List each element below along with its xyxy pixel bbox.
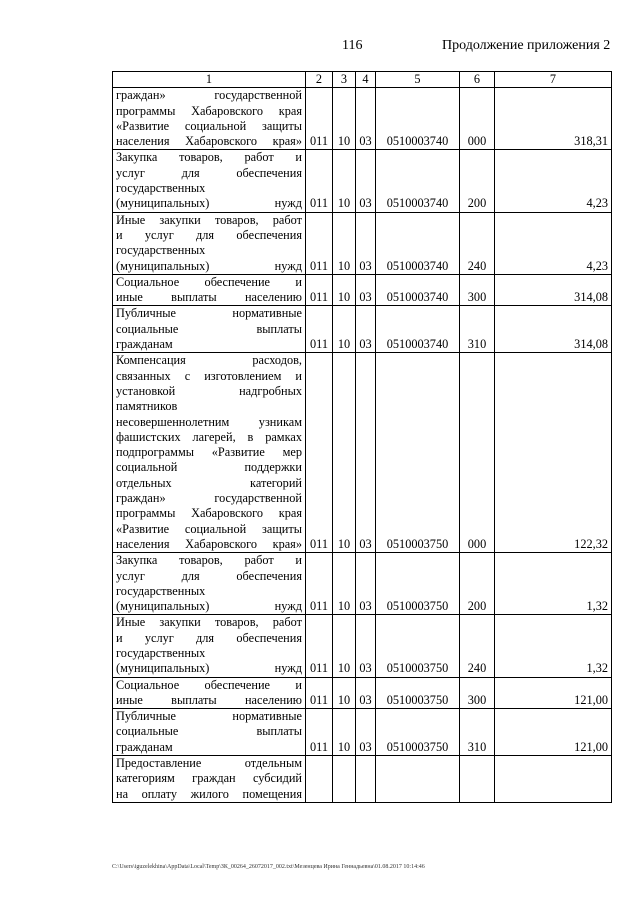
- row-description: Публичные нормативные социальные выплаты гражданам: [113, 306, 306, 353]
- row-code: 011: [306, 212, 333, 274]
- row-code: 0510003740: [376, 212, 460, 274]
- row-code: 011: [306, 709, 333, 756]
- row-amount: 1,32: [495, 553, 612, 615]
- row-code: 0510003740: [376, 274, 460, 306]
- row-code: 011: [306, 353, 333, 553]
- row-code: 03: [356, 212, 376, 274]
- row-code: 10: [333, 677, 356, 709]
- table-row: [113, 353, 612, 553]
- row-code: 10: [333, 709, 356, 756]
- row-code: [356, 756, 376, 803]
- row-code: 011: [306, 306, 333, 353]
- row-description: Социальное обеспечение и иные выплаты населению: [113, 274, 306, 306]
- row-code: 03: [356, 150, 376, 212]
- row-description: Компенсация расходов, связанных с изготовлением и установкой надгробных памятников несовершеннолетним узникам фашистских лагерей, в рамках подпрограммы «Развитие мер социальной поддержки отдельных категорий граждан» государственной программы Хабаровского края «Развитие социальной защиты населения Хабаровского края»: [113, 353, 306, 553]
- row-description: Публичные нормативные социальные выплаты гражданам: [113, 709, 306, 756]
- row-code: [460, 756, 495, 803]
- row-code: 10: [333, 353, 356, 553]
- row-code: 03: [356, 677, 376, 709]
- page-number: 116: [342, 38, 363, 53]
- table-row: [113, 615, 612, 677]
- table-row: [113, 150, 612, 212]
- row-code: 0510003750: [376, 677, 460, 709]
- row-code: 03: [356, 353, 376, 553]
- table-row: [113, 212, 612, 274]
- row-code: 240: [460, 212, 495, 274]
- row-code: 011: [306, 615, 333, 677]
- table-row: [113, 553, 612, 615]
- row-code: 200: [460, 553, 495, 615]
- row-amount: 122,32: [495, 353, 612, 553]
- row-code: 0510003750: [376, 353, 460, 553]
- row-code: 000: [460, 88, 495, 150]
- row-description: Закупка товаров, работ и услуг для обеспечения государственных (муниципальных) нужд: [113, 150, 306, 212]
- file-path-footer: C:\Users\iguzelekhina\AppData\Local\Temp\ЗК_00264_26072017_002.txt\Мезенцева Ирина Геннадьевна\01.08.2017 10:14:46: [112, 864, 425, 870]
- row-code: 011: [306, 677, 333, 709]
- row-code: 10: [333, 212, 356, 274]
- row-amount: 314,08: [495, 274, 612, 306]
- header-row: [113, 72, 612, 88]
- budget-table: [112, 71, 612, 803]
- column-header: 5: [376, 72, 460, 88]
- row-description: Иные закупки товаров, работ и услуг для обеспечения государственных (муниципальных) нужд: [113, 615, 306, 677]
- row-code: 10: [333, 306, 356, 353]
- row-code: 03: [356, 306, 376, 353]
- column-header: 4: [356, 72, 376, 88]
- row-amount: 314,08: [495, 306, 612, 353]
- row-code: 10: [333, 274, 356, 306]
- row-code: 03: [356, 553, 376, 615]
- row-code: [306, 756, 333, 803]
- column-header: 2: [306, 72, 333, 88]
- row-code: 0510003740: [376, 88, 460, 150]
- row-code: [333, 756, 356, 803]
- continuation-label: Продолжение приложения 2: [442, 38, 611, 53]
- row-amount: 4,23: [495, 212, 612, 274]
- row-code: 011: [306, 274, 333, 306]
- column-header: 1: [113, 72, 306, 88]
- row-code: [376, 756, 460, 803]
- row-code: 0510003750: [376, 709, 460, 756]
- row-description: Иные закупки товаров, работ и услуг для обеспечения государственных (муниципальных) нужд: [113, 212, 306, 274]
- row-code: 240: [460, 615, 495, 677]
- table-row: [113, 88, 612, 150]
- row-code: 03: [356, 274, 376, 306]
- row-code: 10: [333, 88, 356, 150]
- table-row: [113, 274, 612, 306]
- row-code: 300: [460, 274, 495, 306]
- row-amount: 121,00: [495, 677, 612, 709]
- row-code: 0510003750: [376, 553, 460, 615]
- row-amount: 121,00: [495, 709, 612, 756]
- row-code: 310: [460, 306, 495, 353]
- row-amount: [495, 756, 612, 803]
- row-code: 011: [306, 150, 333, 212]
- row-code: 011: [306, 88, 333, 150]
- row-amount: 1,32: [495, 615, 612, 677]
- row-code: 03: [356, 88, 376, 150]
- row-code: 200: [460, 150, 495, 212]
- row-code: 0510003740: [376, 306, 460, 353]
- row-code: 000: [460, 353, 495, 553]
- column-header: 3: [333, 72, 356, 88]
- row-code: 03: [356, 709, 376, 756]
- row-code: 0510003740: [376, 150, 460, 212]
- row-amount: 4,23: [495, 150, 612, 212]
- row-description: Закупка товаров, работ и услуг для обеспечения государственных (муниципальных) нужд: [113, 553, 306, 615]
- row-code: 011: [306, 553, 333, 615]
- row-code: 03: [356, 615, 376, 677]
- row-description: Социальное обеспечение и иные выплаты населению: [113, 677, 306, 709]
- row-code: 300: [460, 677, 495, 709]
- row-code: 10: [333, 553, 356, 615]
- row-description: Предоставление отдельным категориям граждан субсидий на оплату жилого помещения: [113, 756, 306, 803]
- row-amount: 318,31: [495, 88, 612, 150]
- table-row: [113, 677, 612, 709]
- table-row: [113, 756, 612, 803]
- row-code: 10: [333, 150, 356, 212]
- row-code: 310: [460, 709, 495, 756]
- table-row: [113, 709, 612, 756]
- column-header: 7: [495, 72, 612, 88]
- column-header: 6: [460, 72, 495, 88]
- row-description: граждан» государственной программы Хабаровского края «Развитие социальной защиты населения Хабаровского края»: [113, 88, 306, 150]
- table-row: [113, 306, 612, 353]
- row-code: 10: [333, 615, 356, 677]
- row-code: 0510003750: [376, 615, 460, 677]
